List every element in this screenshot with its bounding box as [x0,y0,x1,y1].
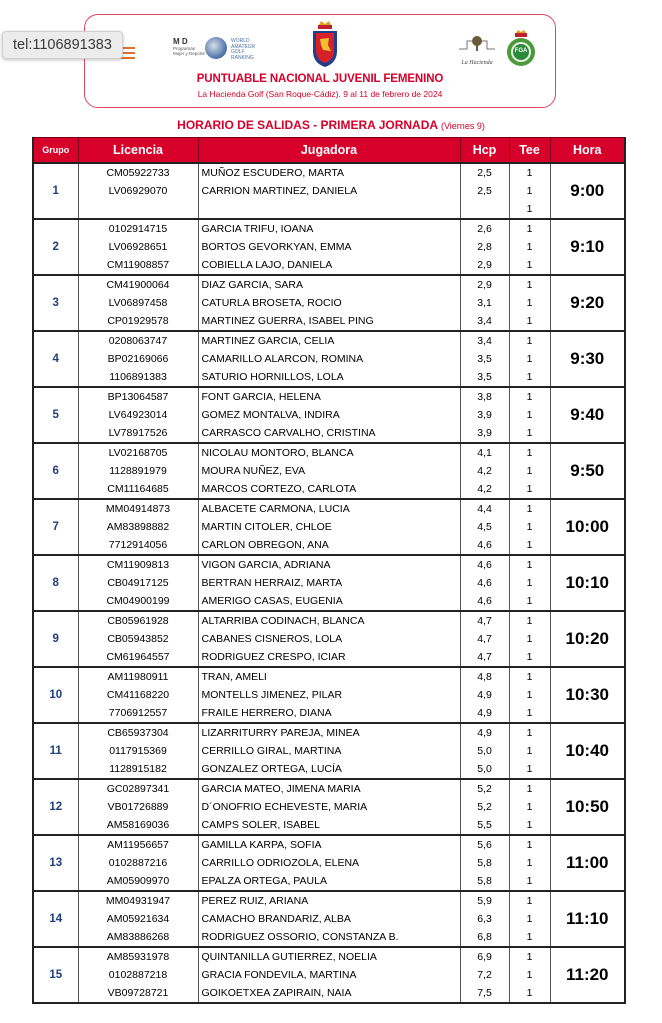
jugadora-cell [198,200,460,219]
myd-logo-text: M D [173,37,188,46]
table-row [33,499,625,518]
jugadora-cell: GAMILLA KARPA, SOFIA [198,835,460,854]
tee-cell: 1 [509,910,550,928]
licencia-cell: CB05961928 [78,611,198,630]
fga-logo-text: FGA [514,48,528,54]
tee-time: 9:10 [550,219,625,275]
la-hacienda-logo-text: La Hacienda [461,60,493,66]
table-row [33,966,625,984]
group-block [33,275,625,331]
hcp-cell: 5,2 [460,779,509,798]
hcp-cell: 4,7 [460,630,509,648]
group-block [33,443,625,499]
hcp-cell: 2,5 [460,182,509,200]
licencia-cell: LV02168705 [78,443,198,462]
licencia-cell: 0117915369 [78,742,198,760]
licencia-cell: CB05943852 [78,630,198,648]
tee-cell: 1 [509,462,550,480]
licencia-cell: AM83898882 [78,518,198,536]
schedule-title-main: HORARIO DE SALIDAS - PRIMERA JORNADA [177,118,438,132]
table-row [33,742,625,760]
tee-cell: 1 [509,611,550,630]
tee-time: 11:10 [550,891,625,947]
licencia-cell: CM04900199 [78,592,198,611]
table-row [33,947,625,966]
tee-cell: 1 [509,294,550,312]
hcp-cell: 5,2 [460,798,509,816]
table-row [33,984,625,1003]
table-row [33,891,625,910]
table-row [33,648,625,667]
tee-times-table [32,137,626,1004]
jugadora-cell: CARRASCO CARVALHO, CRISTINA [198,424,460,443]
tee-time: 10:20 [550,611,625,667]
group-number: 10 [33,667,78,723]
table-row [33,760,625,779]
group-block [33,499,625,555]
hcp-cell: 5,0 [460,742,509,760]
group-number: 3 [33,275,78,331]
table-row [33,686,625,704]
tee-cell: 1 [509,872,550,891]
licencia-cell: AM85931978 [78,947,198,966]
licencia-cell: AM11956657 [78,835,198,854]
tee-time: 11:20 [550,947,625,1003]
hcp-cell: 6,3 [460,910,509,928]
tee-cell: 1 [509,350,550,368]
hcp-cell: 5,0 [460,760,509,779]
group-number: 1 [33,163,78,219]
group-number: 11 [33,723,78,779]
tee-cell: 1 [509,368,550,387]
column-header-grupo: Grupo [33,138,78,164]
tee-cell: 1 [509,966,550,984]
la-hacienda-logo [457,33,497,67]
licencia-cell: CM11909813 [78,555,198,574]
tee-cell: 1 [509,854,550,872]
tee-cell: 1 [509,499,550,518]
hcp-cell: 5,5 [460,816,509,835]
hcp-cell: 4,5 [460,518,509,536]
tee-cell: 1 [509,518,550,536]
jugadora-cell: EPALZA ORTEGA, PAULA [198,872,460,891]
jugadora-cell: D´ONOFRIO ECHEVESTE, MARIA [198,798,460,816]
tee-time: 11:00 [550,835,625,891]
licencia-cell: CM41168220 [78,686,198,704]
licencia-cell: VB09728721 [78,984,198,1003]
table-row [33,928,625,947]
jugadora-cell: CERRILLO GIRAL, MARTINA [198,742,460,760]
group-number: 7 [33,499,78,555]
tee-time: 9:40 [550,387,625,443]
hcp-cell: 2,8 [460,238,509,256]
tee-cell: 1 [509,238,550,256]
table-row [33,835,625,854]
licencia-cell [78,200,198,219]
hcp-cell: 4,2 [460,462,509,480]
licencia-cell: CB65937304 [78,723,198,742]
group-block [33,835,625,891]
licencia-cell: AM83886268 [78,928,198,947]
table-row [33,200,625,219]
licencia-cell: CM41900064 [78,275,198,294]
column-header-hcp: Hcp [460,138,509,164]
group-number: 15 [33,947,78,1003]
table-row [33,294,625,312]
licencia-cell: CP01929578 [78,312,198,331]
tee-cell: 1 [509,667,550,686]
licencia-cell: 0102914715 [78,219,198,238]
golf-ball-icon [205,37,227,59]
licencia-cell: CM61964557 [78,648,198,667]
tee-cell: 1 [509,424,550,443]
tee-cell: 1 [509,835,550,854]
jugadora-cell: FONT GARCIA, HELENA [198,387,460,406]
tee-cell: 1 [509,256,550,275]
group-block [33,387,625,443]
licencia-cell: LV06928651 [78,238,198,256]
event-subtitle: La Hacienda Golf (San Roque-Cádiz). 9 al 11 de febrero de 2024 [197,89,443,99]
jugadora-cell: CAMPS SOLER, ISABEL [198,816,460,835]
tee-time: 9:50 [550,443,625,499]
jugadora-cell: MARTIN CITOLER, CHLOE [198,518,460,536]
licencia-cell: GC02897341 [78,779,198,798]
table-row [33,630,625,648]
hcp-cell: 3,9 [460,424,509,443]
tee-time: 9:30 [550,331,625,387]
tee-cell: 1 [509,686,550,704]
licencia-cell: CM11164685 [78,480,198,499]
licencia-cell: BP13064587 [78,387,198,406]
hcp-cell: 6,8 [460,928,509,947]
licencia-cell: 7712914056 [78,536,198,555]
jugadora-cell: GRACIA FONDEVILA, MARTINA [198,966,460,984]
group-block [33,723,625,779]
jugadora-cell: COBIELLA LAJO, DANIELA [198,256,460,275]
tee-cell: 1 [509,555,550,574]
hcp-cell: 3,1 [460,294,509,312]
licencia-cell: 0102887216 [78,854,198,872]
hcp-cell: 4,2 [460,480,509,499]
wagr-logo-text: WORLD AMATEUR GOLF RANKING [231,38,256,61]
table-row [33,387,625,406]
licencia-cell: 1106891383 [78,368,198,387]
table-header-row [33,138,625,164]
jugadora-cell: GARCIA TRIFU, IOANA [198,219,460,238]
hcp-cell: 2,9 [460,256,509,275]
hcp-cell: 4,7 [460,611,509,630]
table-row [33,424,625,443]
group-block [33,219,625,275]
table-row [33,816,625,835]
tee-cell: 1 [509,947,550,966]
tee-cell: 1 [509,648,550,667]
table-row [33,611,625,630]
hcp-cell: 4,6 [460,574,509,592]
group-number: 2 [33,219,78,275]
tee-cell: 1 [509,219,550,238]
table-row [33,592,625,611]
tee-cell: 1 [509,275,550,294]
group-number: 5 [33,387,78,443]
jugadora-cell: VIGON GARCIA, ADRIANA [198,555,460,574]
tee-cell: 1 [509,630,550,648]
hcp-cell: 4,6 [460,536,509,555]
group-block [33,947,625,1003]
tee-cell: 1 [509,480,550,499]
jugadora-cell: CATURLA BROSETA, ROCIO [198,294,460,312]
table-row [33,275,625,294]
licencia-cell: LV06897458 [78,294,198,312]
jugadora-cell: MONTELLS JIMENEZ, PILAR [198,686,460,704]
group-block [33,891,625,947]
table-row [33,443,625,462]
jugadora-cell: FRAILE HERRERO, DIANA [198,704,460,723]
hcp-cell: 4,9 [460,686,509,704]
licencia-cell: AM05909970 [78,872,198,891]
jugadora-cell: MARCOS CORTEZO, CARLOTA [198,480,460,499]
hcp-cell: 3,4 [460,331,509,350]
jugadora-cell: CAMACHO BRANDARIZ, ALBA [198,910,460,928]
hcp-cell: 5,8 [460,854,509,872]
hcp-cell: 4,4 [460,499,509,518]
hcp-cell: 4,9 [460,704,509,723]
hcp-cell: 2,5 [460,163,509,182]
table-row [33,779,625,798]
jugadora-cell: MUÑOZ ESCUDERO, MARTA [198,163,460,182]
jugadora-cell: LIZARRITURRY PAREJA, MINEA [198,723,460,742]
column-header-tee: Tee [509,138,550,164]
jugadora-cell: GOIKOETXEA ZAPIRAIN, NAIA [198,984,460,1003]
table-row [33,163,625,182]
licencia-cell: AM58169036 [78,816,198,835]
hcp-cell: 6,9 [460,947,509,966]
table-row [33,723,625,742]
hcp-cell: 3,5 [460,368,509,387]
tee-cell: 1 [509,331,550,350]
schedule-title-suffix: (Viernes 9) [440,121,485,131]
tee-time: 10:50 [550,779,625,835]
event-banner [84,14,556,108]
hcp-cell: 4,6 [460,592,509,611]
group-number: 13 [33,835,78,891]
jugadora-cell: BORTOS GEVORKYAN, EMMA [198,238,460,256]
jugadora-cell: CARRILLO ODRIOZOLA, ELENA [198,854,460,872]
jugadora-cell: CAMARILLO ALARCON, ROMINA [198,350,460,368]
licencia-cell: 1128915182 [78,760,198,779]
rfeg-crest-logo [307,19,343,69]
tee-cell: 1 [509,928,550,947]
tee-time: 10:10 [550,555,625,611]
group-block [33,779,625,835]
licencia-cell: AM11980911 [78,667,198,686]
jugadora-cell: AMERIGO CASAS, EUGENIA [198,592,460,611]
hcp-cell: 3,8 [460,387,509,406]
table-row [33,704,625,723]
column-header-licencia: Licencia [78,138,198,164]
wagr-logo [205,37,275,65]
tee-cell: 1 [509,387,550,406]
hcp-cell: 3,5 [460,350,509,368]
group-block [33,555,625,611]
table-row [33,872,625,891]
group-number: 6 [33,443,78,499]
licencia-cell: 0102887218 [78,966,198,984]
tee-cell: 1 [509,798,550,816]
jugadora-cell: BERTRAN HERRAIZ, MARTA [198,574,460,592]
hcp-cell: 3,9 [460,406,509,424]
jugadora-cell: GARCIA MATEO, JIMENA MARIA [198,779,460,798]
table-row [33,256,625,275]
tee-cell: 1 [509,984,550,1003]
tee-cell: 1 [509,406,550,424]
tee-time: 10:40 [550,723,625,779]
jugadora-cell: GOMEZ MONTALVA, INDIRA [198,406,460,424]
licencia-cell: 7706912557 [78,704,198,723]
group-number: 14 [33,891,78,947]
jugadora-cell: CARRION MARTINEZ, DANIELA [198,182,460,200]
hcp-cell: 5,6 [460,835,509,854]
tee-cell: 1 [509,779,550,798]
jugadora-cell: CARLON OBREGON, ANA [198,536,460,555]
myd-logo-subtext: Programas Mujer y Deporte [173,46,206,56]
tee-cell: 1 [509,723,550,742]
jugadora-cell: RODRIGUEZ CRESPO, ICIAR [198,648,460,667]
column-header-jugadora: Jugadora [198,138,460,164]
hcp-cell: 4,9 [460,723,509,742]
event-title: PUNTUABLE NACIONAL JUVENIL FEMENINO [196,73,444,85]
group-number: 4 [33,331,78,387]
table-row [33,854,625,872]
hcp-cell: 3,4 [460,312,509,331]
hcp-cell: 7,5 [460,984,509,1003]
jugadora-cell: CABANES CISNEROS, LOLA [198,630,460,648]
table-row [33,238,625,256]
hcp-cell: 4,6 [460,555,509,574]
hcp-cell [460,200,509,219]
table-row [33,536,625,555]
table-row [33,555,625,574]
licencia-cell: CM11908857 [78,256,198,275]
link-tooltip: tel:1106891383 [2,31,123,59]
jugadora-cell: TRAN, AMELI [198,667,460,686]
tee-cell: 1 [509,443,550,462]
jugadora-cell: DIAZ GARCIA, SARA [198,275,460,294]
licencia-cell: CM05922733 [78,163,198,182]
jugadora-cell: ALTARRIBA CODINACH, BLANCA [198,611,460,630]
table-row [33,480,625,499]
hcp-cell: 4,8 [460,667,509,686]
tee-cell: 1 [509,704,550,723]
tee-cell: 1 [509,574,550,592]
table-row [33,667,625,686]
jugadora-cell: QUINTANILLA GUTIERREZ, NOELIA [198,947,460,966]
fga-crest-logo [505,29,537,67]
schedule-title [0,118,662,132]
tee-time: 10:30 [550,667,625,723]
jugadora-cell: MARTINEZ GUERRA, ISABEL PING [198,312,460,331]
licencia-cell: CB04917125 [78,574,198,592]
jugadora-cell: PEREZ RUIZ, ARIANA [198,891,460,910]
table-row [33,219,625,238]
table-row [33,368,625,387]
table-row [33,910,625,928]
tee-cell: 1 [509,312,550,331]
tee-cell: 1 [509,536,550,555]
table-row [33,798,625,816]
tee-time: 10:00 [550,499,625,555]
table-row [33,350,625,368]
jugadora-cell: RODRIGUEZ OSSORIO, CONSTANZA B. [198,928,460,947]
group-block [33,667,625,723]
hcp-cell: 5,9 [460,891,509,910]
licencia-cell: 0208063747 [78,331,198,350]
licencia-cell: LV78917526 [78,424,198,443]
jugadora-cell: GONZALEZ ORTEGA, LUCÍA [198,760,460,779]
tee-cell: 1 [509,760,550,779]
group-number: 8 [33,555,78,611]
jugadora-cell: ALBACETE CARMONA, LUCIA [198,499,460,518]
jugadora-cell: SATURIO HORNILLOS, LOLA [198,368,460,387]
hcp-cell: 4,7 [460,648,509,667]
group-number: 9 [33,611,78,667]
table-row [33,312,625,331]
tee-time: 9:20 [550,275,625,331]
group-number: 12 [33,779,78,835]
licencia-cell: BP02169066 [78,350,198,368]
table-row [33,518,625,536]
table-row [33,574,625,592]
table-row [33,182,625,200]
group-block [33,331,625,387]
licencia-cell: LV06929070 [78,182,198,200]
table-row [33,331,625,350]
table-row [33,462,625,480]
licencia-cell: MM04931947 [78,891,198,910]
tee-cell: 1 [509,592,550,611]
group-block [33,163,625,219]
hcp-cell: 2,6 [460,219,509,238]
hcp-cell: 2,9 [460,275,509,294]
tee-cell: 1 [509,163,550,182]
jugadora-cell: NICOLAU MONTORO, BLANCA [198,443,460,462]
licencia-cell: AM05921634 [78,910,198,928]
licencia-cell: VB01726889 [78,798,198,816]
tee-cell: 1 [509,742,550,760]
hcp-cell: 5,8 [460,872,509,891]
jugadora-cell: MOURA NUÑEZ, EVA [198,462,460,480]
licencia-cell: 1128891979 [78,462,198,480]
table-row [33,406,625,424]
tee-cell: 1 [509,182,550,200]
tee-time: 9:00 [550,163,625,219]
licencia-cell: MM04914873 [78,499,198,518]
hcp-cell: 7,2 [460,966,509,984]
group-block [33,611,625,667]
column-header-hora: Hora [550,138,625,164]
licencia-cell: LV64923014 [78,406,198,424]
tee-cell: 1 [509,891,550,910]
tee-cell: 1 [509,200,550,219]
tee-cell: 1 [509,816,550,835]
hcp-cell: 4,1 [460,443,509,462]
jugadora-cell: MARTINEZ GARCIA, CELIA [198,331,460,350]
